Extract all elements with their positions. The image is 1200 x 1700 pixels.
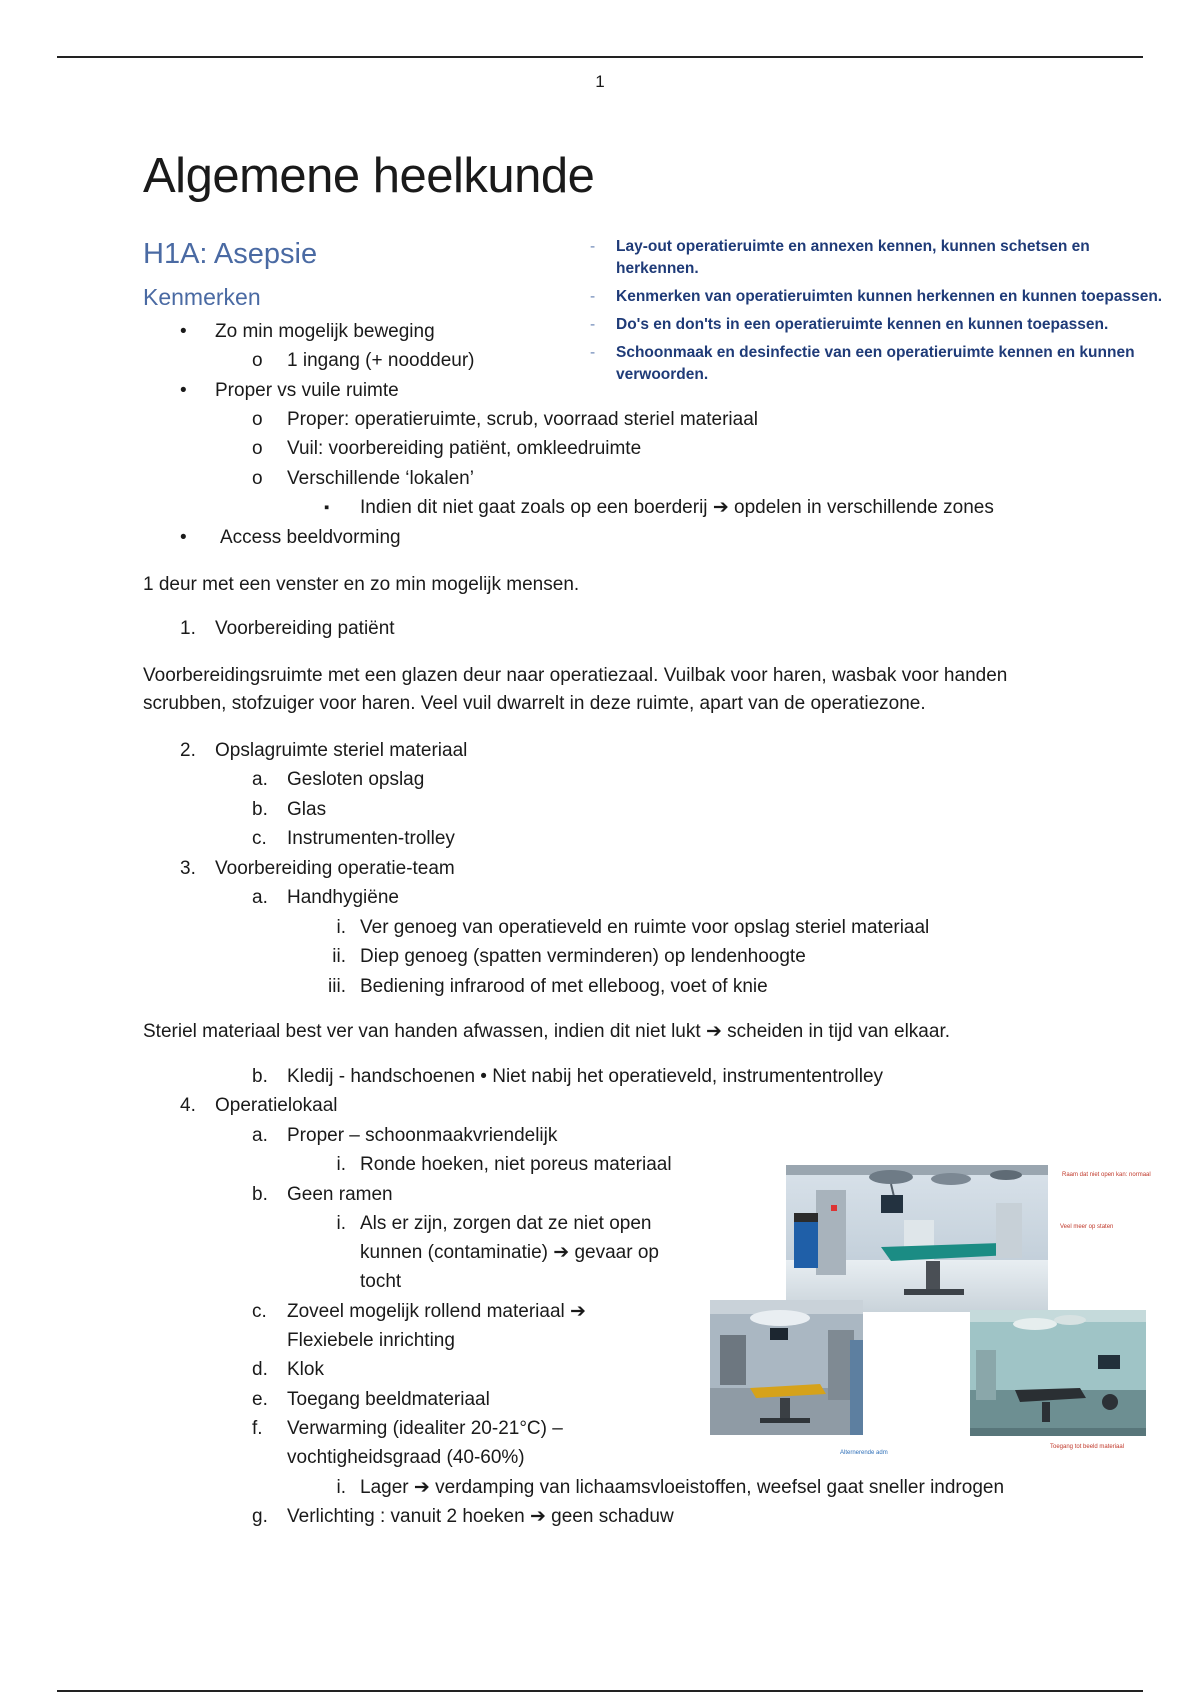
list-item: Verschillende ‘lokalen’ [287, 468, 474, 489]
list-item: Gesloten opslag [287, 769, 425, 790]
arrow-icon: ➔ [529, 1506, 546, 1527]
subsection-heading: Kenmerken [143, 284, 261, 310]
list-item: Proper: operatieruimte, scrub, voorraad steriel materiaal [287, 409, 758, 430]
paragraph: Voorbereidingsruimte met een glazen deur naar operatiezaal. Vuilbak voor haren, wasbak voor handen scrubben, stofzuiger voor haren. Veel vuil dwarrelt in deze ruimte, apart van de operatiezone. [143, 665, 1008, 714]
list-item: b. [252, 1066, 268, 1087]
list-item: o [252, 438, 263, 459]
operating-room-photo [786, 1165, 1048, 1312]
list-item: o [252, 350, 263, 371]
list-item: Operatielokaal [215, 1095, 338, 1116]
list-item: i. [336, 917, 346, 938]
list-item: ▪ [324, 499, 330, 516]
operating-room-photo [710, 1300, 863, 1435]
list-item: tocht [360, 1271, 402, 1292]
list-item: • [180, 380, 187, 401]
list-item: Voorbereiding patiënt [215, 618, 395, 639]
list-item: • [180, 527, 187, 548]
list-item: Geen ramen [287, 1184, 393, 1205]
photo-caption: Alternerende adm [840, 1450, 888, 1456]
list-item: iii. [328, 976, 346, 997]
list-item: 2. [180, 740, 196, 761]
arrow-icon: ➔ [712, 497, 729, 518]
paragraph: 1 deur met een venster en zo min mogelijk mensen. [143, 574, 580, 595]
list-item: i. [336, 1154, 346, 1175]
list-item: Als er zijn, zorgen dat ze niet open [360, 1213, 652, 1234]
photo-caption: Veel meer op staten [1060, 1224, 1114, 1230]
objective-item: - Schoonmaak en desinfectie van een operatieruimte kennen en kunnen verwoorden. [590, 344, 1135, 383]
photo-caption: Raam dat niet open kan: normaal [1062, 1172, 1151, 1178]
list-item: Lager ➔ verdamping van lichaamsvloeistoffen, weefsel gaat sneller indrogen [360, 1477, 1005, 1498]
list-item: a. [252, 769, 268, 790]
page-number: 1 [595, 72, 605, 91]
list-item: Access beeldvorming [220, 527, 401, 548]
list-item: Proper vs vuile ruimte [215, 380, 399, 401]
list-item: c. [252, 828, 267, 849]
list-item: 1. [180, 618, 196, 639]
list-item: vochtigheidsgraad (40-60%) [287, 1447, 525, 1468]
objective-item: - Lay-out operatieruimte en annexen kennen, kunnen schetsen en herkennen. [590, 238, 1090, 277]
list-item: e. [252, 1389, 268, 1410]
list-item: Kledij - handschoenen • Niet nabij het operatieveld, instrumententrolley [287, 1066, 884, 1087]
paragraph: Steriel materiaal best ver van handen afwassen, indien dit niet lukt ➔ scheiden in tijd van elkaar. [143, 1021, 951, 1042]
list-item: ii. [332, 946, 346, 967]
list-item: Verlichting : vanuit 2 hoeken ➔ geen schaduw [287, 1506, 674, 1527]
list-item: Opslagruimte steriel materiaal [215, 740, 468, 761]
list-item: Zoveel mogelijk rollend materiaal ➔ [287, 1301, 586, 1322]
list-item: b. [252, 1184, 268, 1205]
objective-item: - Do's en don'ts in een operatieruimte kennen en kunnen toepassen. [590, 316, 1109, 333]
page-title: Algemene heelkunde [143, 149, 595, 203]
arrow-icon: ➔ [413, 1477, 430, 1498]
list-item: Zo min mogelijk beweging [215, 321, 435, 342]
list-item: • [180, 321, 187, 342]
list-item: f. [252, 1418, 263, 1439]
list-item: 3. [180, 858, 196, 879]
section-heading: H1A: Asepsie [143, 238, 318, 270]
list-item: b. [252, 799, 268, 820]
list-item: d. [252, 1359, 268, 1380]
list-item: i. [336, 1477, 346, 1498]
list-item: 4. [180, 1095, 196, 1116]
arrow-icon: ➔ [570, 1301, 586, 1322]
list-item: g. [252, 1506, 268, 1527]
list-item: 1 ingang (+ nooddeur) [287, 350, 475, 371]
list-item: Verwarming (idealiter 20-21°C) – [287, 1418, 563, 1439]
list-item: Proper – schoonmaakvriendelijk [287, 1125, 558, 1146]
list-item: a. [252, 887, 268, 908]
list-item: kunnen (contaminatie) ➔ gevaar op [360, 1242, 659, 1263]
list-item: Bediening infrarood of met elleboog, voet of knie [360, 976, 768, 997]
arrow-icon: ➔ [553, 1242, 570, 1263]
list-item: Handhygiëne [287, 887, 399, 908]
list-item: Indien dit niet gaat zoals op een boerderij ➔ opdelen in verschillende zones [360, 497, 994, 518]
learning-objectives [590, 236, 1165, 386]
list-item: a. [252, 1125, 268, 1146]
operating-room-photo [970, 1310, 1146, 1436]
list-item: o [252, 409, 263, 430]
list-item: Glas [287, 799, 327, 820]
top-rule [57, 56, 1143, 58]
list-item: Voorbereiding operatie-team [215, 858, 455, 879]
list-item: Instrumenten-trolley [287, 828, 455, 849]
list-item: Ronde hoeken, niet poreus materiaal [360, 1154, 672, 1175]
arrow-icon: ➔ [705, 1021, 722, 1042]
objective-item: - Kenmerken van operatieruimten kunnen herkennen en kunnen toepassen. [590, 288, 1163, 305]
list-item: Klok [287, 1359, 324, 1380]
list-item: Vuil: voorbereiding patiënt, omkleedruimte [287, 438, 642, 459]
list-item: i. [336, 1213, 346, 1234]
list-item: Flexiebele inrichting [287, 1330, 455, 1351]
list-item: c. [252, 1301, 267, 1322]
bottom-rule [57, 1690, 1143, 1692]
list-item: o [252, 468, 263, 489]
photo-caption: Toegang tot beeld materiaal [1050, 1444, 1125, 1450]
list-item: Toegang beeldmateriaal [287, 1389, 490, 1410]
list-item: Diep genoeg (spatten verminderen) op lendenhoogte [360, 946, 806, 967]
list-item: Ver genoeg van operatieveld en ruimte voor opslag steriel materiaal [360, 917, 930, 938]
